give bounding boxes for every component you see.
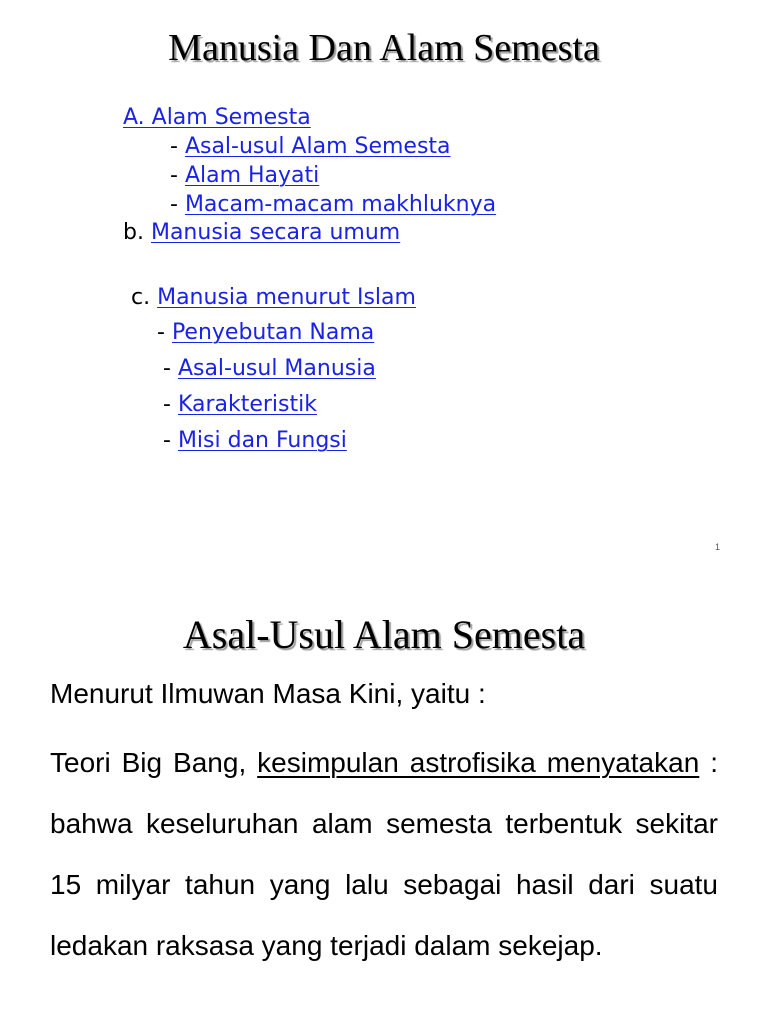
- outline-item-b: [123, 219, 400, 247]
- link-misi-dan-fungsi[interactable]: Misi dan Fungsi: [177, 428, 347, 453]
- dash: -: [170, 163, 185, 188]
- link-macam-macam-makhluknya[interactable]: Macam-macam makhluknya: [184, 192, 497, 217]
- intro-line: Menurut Ilmuwan Masa Kini, yaitu :: [50, 678, 486, 709]
- slide-2: [0, 576, 768, 1024]
- outline-subitem: [163, 391, 317, 419]
- outline-subitem: [163, 355, 376, 383]
- link-karakteristik[interactable]: Karakteristik: [177, 392, 317, 417]
- dash: -: [163, 428, 178, 453]
- outline-subitem: [157, 319, 374, 347]
- slide-title: Asal-Usul Alam Semesta: [182, 612, 586, 657]
- link-manusia-secara-umum[interactable]: Manusia secara umum: [150, 220, 401, 245]
- outline-item-a: [123, 104, 311, 132]
- link-alam-hayati[interactable]: Alam Hayati: [184, 163, 320, 188]
- slide-title: Manusia Dan Alam Semesta: [168, 27, 600, 69]
- big-bang-paragraph: [50, 732, 718, 976]
- outline-subitem: [170, 191, 496, 219]
- dash: -: [163, 392, 178, 417]
- link-asal-usul-alam-semesta[interactable]: Asal-usul Alam Semesta: [184, 134, 451, 159]
- para-start: Teori Big Bang,: [50, 747, 258, 778]
- link-alam-semesta[interactable]: A. Alam Semesta: [123, 105, 311, 130]
- dash: -: [170, 134, 185, 159]
- dash: -: [157, 320, 172, 345]
- dash: -: [163, 356, 178, 381]
- outline-prefix-c: c.: [131, 285, 151, 310]
- outline-item-c: [131, 284, 416, 312]
- link-manusia-menurut-islam[interactable]: Manusia menurut Islam: [157, 285, 416, 310]
- link-penyebutan-nama[interactable]: Penyebutan Nama: [171, 320, 375, 345]
- outline-prefix-b: b.: [123, 220, 144, 245]
- page-number: 1: [714, 542, 720, 552]
- outline-subitem: [170, 162, 319, 190]
- para-underlined-phrase: kesimpulan astrofisika menyatakan: [257, 747, 700, 778]
- link-asal-usul-manusia[interactable]: Asal-usul Manusia: [177, 356, 376, 381]
- outline-subitem: [170, 133, 451, 161]
- para-rest: : bahwa keseluruhan alam semesta terbentuk sekitar 15 milyar tahun yang lalu sebagai hasil dari suatu ledakan raksasa yang terjadi dalam sekejap.: [50, 747, 719, 961]
- outline-subitem: [163, 427, 347, 455]
- dash: -: [170, 192, 185, 217]
